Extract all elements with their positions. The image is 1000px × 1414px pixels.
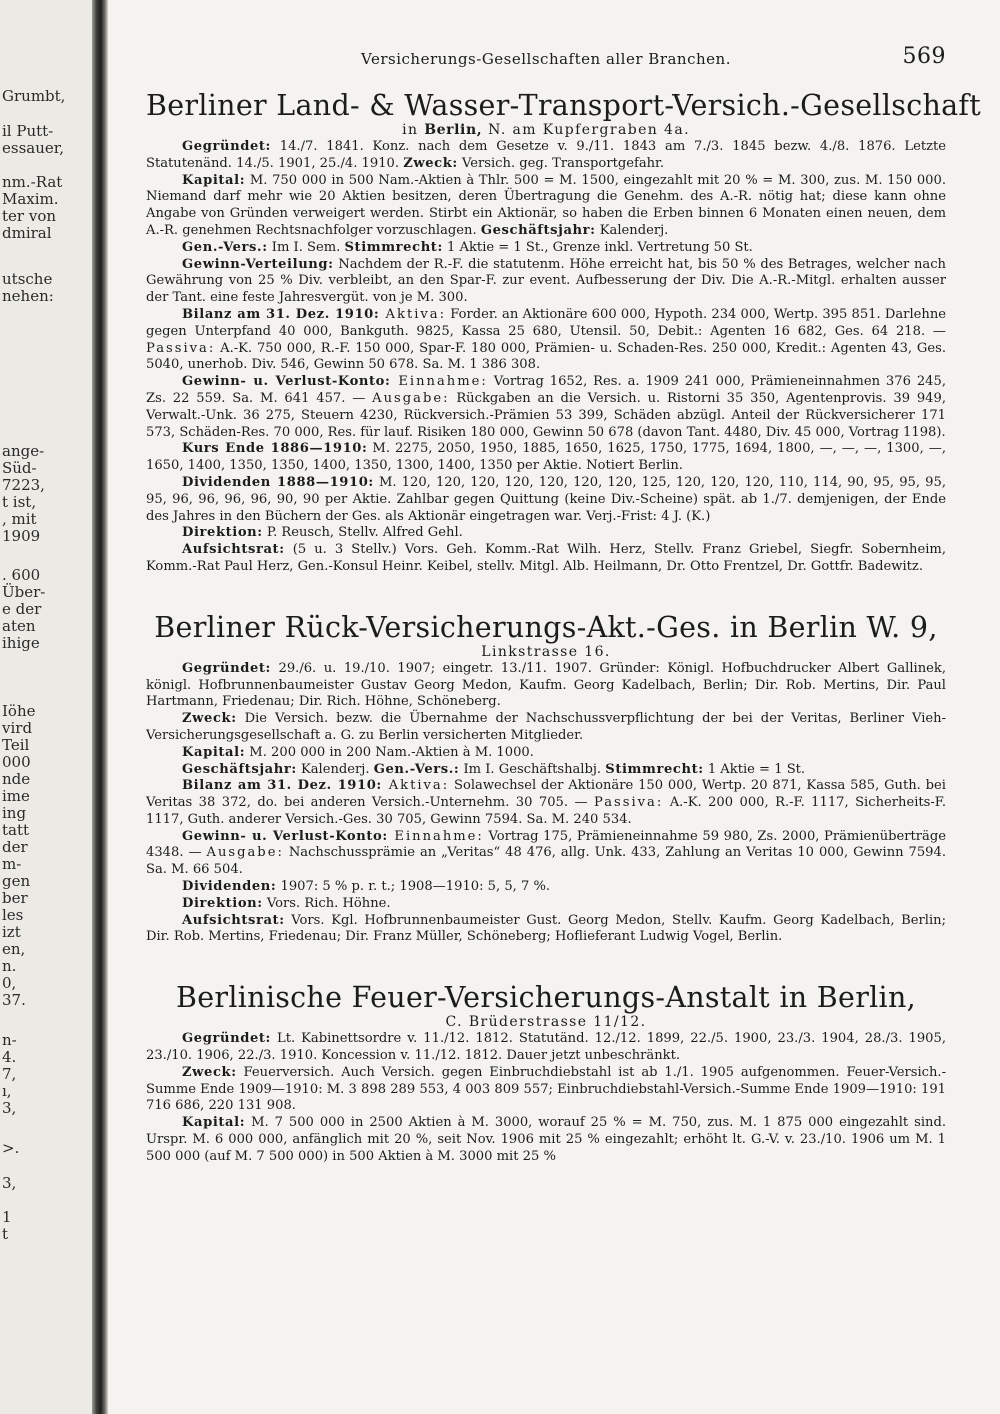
kurs-paragraph: [146, 441, 946, 475]
margin-fragment: Iöhe: [2, 702, 36, 720]
direktion-text: Vors. Rich. Höhne.: [262, 895, 391, 911]
margin-fragment: nde: [2, 770, 31, 788]
guv-paragraph: [146, 829, 946, 879]
address-street: N. am Kupfergraben 4a.: [482, 122, 690, 138]
margin-fragment: essauer,: [2, 139, 65, 157]
margin-fragment: ı,: [2, 1082, 12, 1100]
dividenden-paragraph: [146, 879, 946, 896]
aktiva-label: Aktiva:: [381, 778, 450, 794]
margin-fragment: n-: [2, 1031, 17, 1049]
gegruendet-text: 14./7. 1841. Konz. nach dem Gesetze v. 9./11. 1843 am 7./3. 1845 bezw. 4./8. 1876. Letzte Statutenänd. 14./5. 1901, 25./4. 1910.: [146, 139, 946, 171]
bilanz-paragraph: [146, 307, 946, 374]
geschaeftsjahr-label: Geschäftsjahr:: [182, 761, 297, 777]
margin-fragment: t ist,: [2, 493, 37, 511]
guv-label: Gewinn- u. Verlust-Konto:: [182, 828, 388, 844]
passiva-label: Passiva:: [593, 795, 664, 811]
einnahme-text: Vortrag 1652, Res. a. 1909 241 000, Prämieneinnahmen 376 245, Zs. 22 559. Sa. M. 641 457. —: [146, 374, 946, 406]
direktion-paragraph: [146, 525, 946, 542]
margin-fragment: ihige: [2, 634, 40, 652]
margin-fragment: dmiral: [2, 224, 52, 242]
aufsichtsrat-label: Aufsichtsrat:: [182, 542, 285, 558]
zweck-paragraph: [146, 711, 946, 745]
company-entry-berlinische-feuer: [146, 982, 946, 1165]
kapital-label: Kapital:: [182, 1115, 246, 1131]
stimmrecht-label: Stimmrecht:: [605, 761, 704, 777]
dividenden-label: Dividenden 1888—1910:: [182, 474, 374, 490]
aufsichtsrat-paragraph: [146, 542, 946, 576]
margin-fragment: 3,: [2, 1099, 17, 1117]
stimmrecht-text: 1 Aktie = 1 St., Grenze inkl. Vertretung 50 St.: [442, 239, 753, 255]
dividenden-paragraph: [146, 475, 946, 525]
einnahme-label: Einnahme:: [387, 828, 484, 844]
passiva-text: A.-K. 750 000, R.-F. 150 000, Spar-F. 180 000, Prämien- u. Schaden-Res. 250 000, Kredit.: Agenten 43, Ges. 5040, unerhob. Div. 546, Gewinn 50 678. Sa. M. 1 386 308.: [146, 340, 946, 373]
zweck-text: Feuerversich. Auch Versich. gegen Einbruchdiebstahl ist ab 1./1. 1905 aufgenommen. Feuer-Versich.-Summe Ende 1909—1910: M. 3 898 289 553, 4 003 809 557; Einbruchdiebstahl-Versich.-Summe Ende 1909—1910: 191 716 686, 220 131 908.: [146, 1064, 946, 1114]
ausgabe-label: Ausgabe:: [372, 390, 450, 406]
gegruendet-text: Lt. Kabinettsordre v. 11./12. 1812. Statutänd. 12./12. 1899, 22./5. 1900, 23./3. 1904, 28./3. 1905, 23./10. 1906, 22./3. 1910. Koncession v. 11./12. 1812. Dauer jetzt unbeschränkt.: [146, 1031, 946, 1064]
margin-fragment: nehen:: [2, 287, 54, 305]
company-address: [146, 122, 946, 139]
direktion-text: P. Reusch, Stellv. Alfred Gehl.: [262, 525, 463, 541]
passiva-label: Passiva:: [146, 340, 216, 356]
aktiva-text: Forder. an Aktionäre 600 000, Hypoth. 234 000, Wertp. 395 851. Darlehne gegen Unterpfand 40 000, Bankguth. 9825, Kassa 25 680, Utensil. 50, Debit.: Agenten 16 682, Ges. 64 218. —: [146, 306, 946, 339]
company-address: Linkstrasse 16.: [481, 643, 611, 660]
company-title: Berliner Rück-Versicherungs-Akt.-Ges. in Berlin W. 9,: [154, 610, 938, 644]
margin-fragment: les: [2, 906, 24, 924]
zweck-label: Zweck:: [182, 1064, 237, 1080]
guv-label: Gewinn- u. Verlust-Konto:: [182, 374, 391, 390]
margin-fragment: Süd-: [2, 459, 37, 477]
address-prefix: in: [402, 122, 425, 138]
margin-fragment: tatt: [2, 821, 30, 839]
stimmrecht-label: Stimmrecht:: [344, 239, 443, 255]
margin-fragment: ing: [2, 804, 27, 822]
margin-fragment: m-: [2, 855, 22, 873]
ausgabe-text: Rückgaben an die Versich. u. Ristorni 35 350, Agentenprovis. 39 949, Verwalt.-Unk. 36 275, Steuern 4230, Rückversich.-Prämien 53 399, Schäden abzügl. Anteil der Rückversicherer 171 573, Schäden-Res. 70 000, Res. für lauf. Risiken 180 000, Gewinn 50 678 (davon Tant. 4480, Div. 45 000, Vortrag 1198).: [146, 390, 947, 440]
margin-fragment: . 600: [2, 566, 41, 584]
zweck-text: Die Versich. bezw. die Übernahme der Nachschussverpflichtung der bei der Veritas, Berliner Vieh-Versicherungsgesellschaft a. G. zu Berlin versicherten Mitglieder.: [146, 711, 946, 743]
margin-fragment: der: [2, 838, 28, 856]
dividenden-text: M. 120, 120, 120, 120, 120, 120, 120, 125, 120, 120, 120, 110, 114, 90, 95, 95, 95, 95, 96, 96, 96, 96, 90, 90 per Aktie. Zahlbar gegen Quittung (keine Div.-Scheine) spät. ab 1./7. demjenigen, der Ende des Jahres in den Büchern der Ges. als Aktionär eingetragen war. Verj.-Frist: 4 J. (K.): [146, 474, 946, 524]
kapital-text: M. 7 500 000 in 2500 Aktien à M. 3000, worauf 25 % = M. 750, zus. M. 1 875 000 eingezahlt sind. Urspr. M. 6 000 000, anfänglich mit 20 %, seit Nov. 1906 mit 25 % eingezahlt; erhöht lt. G.-V. v. 23./10. 1906 um M. 1 500 000 (auf M. 7 500 000) in 500 Aktien à M. 3000 mit 25 %: [146, 1115, 946, 1164]
margin-fragment: ber: [2, 889, 28, 907]
zweck-paragraph: [146, 1065, 946, 1115]
bilanz-label: Bilanz am 31. Dez. 1910:: [182, 778, 382, 794]
page-number: 569: [902, 44, 946, 69]
gegruendet-paragraph: [146, 139, 946, 173]
dividenden-label: Dividenden:: [182, 879, 277, 895]
margin-fragment: gen: [2, 872, 31, 890]
genvers-text: Im I. Geschäftshalbj.: [459, 761, 606, 777]
gegruendet-paragraph: [146, 661, 946, 711]
margin-fragment: Maxim.: [2, 190, 59, 208]
ausgabe-text: Nachschussprämie an „Veritas“ 48 476, allg. Unk. 433, Zahlung an Veritas 10 000, Gewinn 7594. Sa. M. 66 504.: [146, 845, 947, 878]
guv-paragraph: [146, 374, 946, 441]
margin-fragment: Über-: [2, 583, 46, 601]
margin-fragment: 000: [2, 753, 31, 771]
kapital-text: M. 750 000 in 500 Nam.-Aktien à Thlr. 500 = M. 1500, eingezahlt mit 20 % = M. 300, zus. M. 150 000. Niemand darf mehr wie 20 Aktien besitzen, deren Übertragung die Genehm. des A.-R. nötig hat; diese kann ohne Angabe von Gründen verweigert werden. Stirbt ein Aktionär, so haben die Erben binnen 6 Monaten einen neuen, dem A.-R. genehmen Rechtsnachfolger vorzuschlagen.: [146, 172, 946, 238]
genvers-text: Im I. Sem.: [267, 239, 345, 255]
kurs-label: Kurs Ende 1886—1910:: [182, 441, 368, 457]
margin-fragment: nm.-Rat: [2, 173, 63, 191]
aufsichtsrat-label: Aufsichtsrat:: [182, 912, 285, 928]
aufsichtsrat-paragraph: [146, 913, 946, 947]
margin-fragment: 37.: [2, 991, 26, 1009]
company-entry-berliner-rueck: [146, 612, 946, 947]
kurs-text: M. 2275, 2050, 1950, 1885, 1650, 1625, 1750, 1775, 1694, 1800, —, —, —, 1300, —, 1650, 1400, 1350, 1350, 1400, 1350, 1300, 1400, 1350 per Aktie. Notiert Berlin.: [146, 441, 946, 474]
kapital-label: Kapital:: [182, 744, 246, 760]
gegruendet-label: Gegründet:: [182, 660, 271, 676]
aufsichtsrat-text: (5 u. 3 Stellv.) Vors. Geh. Komm.-Rat Wilh. Herz, Stellv. Franz Griebel, Siegfr. Sobernheim, Komm.-Rat Paul Herz, Gen.-Konsul Heinr. Keibel, stellv. Mitgl. Alb. Heilmann, Dr. Otto Frentzel, Dr. Gottfr. Badewitz.: [146, 542, 946, 574]
margin-fragment: 4.: [2, 1048, 17, 1066]
company-title: Berlinische Feuer-Versicherungs-Anstalt in Berlin,: [176, 981, 916, 1015]
margin-fragment: , mit: [2, 510, 37, 528]
aktiva-text: Solawechsel der Aktionäre 150 000, Wertp. 20 871, Kassa 585, Guth. bei Veritas 38 372, do. bei anderen Versich.-Unternehm. 30 705. —: [146, 778, 946, 811]
margin-fragment: 1909: [2, 527, 41, 545]
margin-fragment: Grumbt,: [2, 87, 66, 105]
kapital-label: Kapital:: [182, 172, 246, 188]
gegruendet-text: 29./6. u. 19./10. 1907; eingetr. 13./11. 1907. Gründer: Königl. Hofbuchdrucker Albert Gallinek, königl. Hofbrunnenbaumeister Gustav Georg Medon, Kaufm. Georg Kadelbach, Berlin; Dir. Rob. Mertins, Dir. Paul Hartmann, Friedenau; Dir. Rich. Höhne, Schöneberg.: [146, 660, 946, 710]
page: [146, 40, 981, 1166]
einnahme-label: Einnahme:: [390, 374, 488, 390]
gewinn-verteilung-label: Gewinn-Verteilung:: [182, 256, 334, 272]
margin-fragment: ange-: [2, 442, 45, 460]
aktiva-label: Aktiva:: [379, 306, 447, 322]
margin-fragment: t: [2, 1225, 9, 1243]
bilanz-paragraph: [146, 778, 946, 828]
gegruendet-label: Gegründet:: [182, 1031, 271, 1047]
kapital-paragraph: [146, 1115, 946, 1165]
margin-fragment: izt: [2, 923, 21, 941]
margin-fragment: ter von: [2, 207, 57, 225]
margin-fragment: il Putt-: [2, 122, 54, 140]
geschaeftsjahr-text: Kalenderj.: [595, 222, 669, 238]
direktion-label: Direktion:: [182, 525, 263, 541]
company-title: Berliner Land- & Wasser-Transport-Versich.-Gesellschaft: [146, 89, 981, 122]
genvers-paragraph: [146, 240, 946, 257]
kapital-paragraph: [146, 173, 946, 240]
book-binding-shadow: [92, 0, 108, 1414]
margin-fragment: vird: [2, 719, 33, 737]
previous-page-margin: [0, 0, 92, 1414]
direktion-label: Direktion:: [182, 895, 263, 911]
geschaeftsjahr-label: Geschäftsjahr:: [480, 222, 596, 238]
margin-fragment: aten: [2, 617, 36, 635]
stimmrecht-text: 1 Aktie = 1 St.: [703, 761, 806, 777]
genvers-label: Gen.-Vers.:: [182, 239, 268, 255]
gegruendet-label: Gegründet:: [182, 139, 271, 154]
margin-fragment: n.: [2, 957, 17, 975]
margin-fragment: 1: [2, 1208, 12, 1226]
gewinn-verteilung-paragraph: [146, 257, 946, 307]
margin-fragment: e der: [2, 600, 42, 618]
ausgabe-label: Ausgabe:: [206, 845, 284, 861]
genvers-label: Gen.-Vers.:: [373, 761, 460, 777]
address-city: Berlin,: [424, 122, 483, 138]
zweck-text: Versich. geg. Transportgefahr.: [457, 155, 665, 171]
margin-fragment: 3,: [2, 1174, 17, 1192]
margin-fragment: en,: [2, 940, 26, 958]
running-head: [146, 40, 946, 72]
aufsichtsrat-text: Vors. Kgl. Hofbrunnenbaumeister Gust. Georg Medon, Stellv. Kaufm. Georg Kadelbach, Berlin; Dir. Rob. Mertins, Friedenau; Dir. Franz Müller, Schöneberg; Hoflieferant Ludwig Vogel, Berlin.: [146, 912, 946, 945]
company-address: C. Brüderstrasse 11/12.: [445, 1014, 647, 1031]
geschaeftsjahr-text: Kalenderj.: [296, 761, 374, 777]
bilanz-label: Bilanz am 31. Dez. 1910:: [182, 306, 380, 322]
direktion-paragraph: [146, 896, 946, 913]
margin-fragment: 7223,: [2, 476, 45, 494]
gegruendet-paragraph: [146, 1031, 946, 1065]
margin-fragment: 7,: [2, 1065, 17, 1083]
gewinn-verteilung-text: Nachdem der R.-F. die statutenm. Höhe erreicht hat, bis 50 % des Betrages, welcher nach Gewährung von 25 % Div. verbleibt, an den Spar-F. zur event. Aufbesserung der Div. Die A.-R.-Mitgl. erhalten ausser der Tant. eine feste Jahresvergüt. von je M. 300.: [146, 256, 946, 306]
kapital-text: M. 200 000 in 200 Nam.-Aktien à M. 1000.: [245, 744, 534, 760]
margin-fragment: 0,: [2, 974, 17, 992]
dividenden-text: 1907: 5 % p. r. t.; 1908—1910: 5, 5, 7 %.: [276, 879, 551, 895]
einnahme-text: Vortrag 175, Prämieneinnahme 59 980, Zs. 2000, Prämienüberträge 4348. —: [146, 828, 946, 861]
running-head-title: Versicherungs-Gesellschaften aller Branchen.: [361, 50, 731, 68]
zweck-label: Zweck:: [403, 155, 458, 171]
margin-fragment: Teil: [2, 736, 30, 754]
margin-fragment: >.: [2, 1139, 20, 1157]
zweck-label: Zweck:: [182, 711, 237, 727]
kapital-paragraph: [146, 745, 946, 762]
margin-fragment: ime: [2, 787, 30, 805]
geschaeftsjahr-paragraph: [146, 762, 946, 779]
passiva-text: A.-K. 200 000, R.-F. 1117, Sicherheits-F. 1117, Guth. anderer Versich.-Ges. 30 705, Gewinn 7594. Sa. M. 240 534.: [146, 795, 946, 827]
margin-fragment: utsche: [2, 270, 53, 288]
company-entry-berliner-land-wasser: [146, 89, 981, 576]
